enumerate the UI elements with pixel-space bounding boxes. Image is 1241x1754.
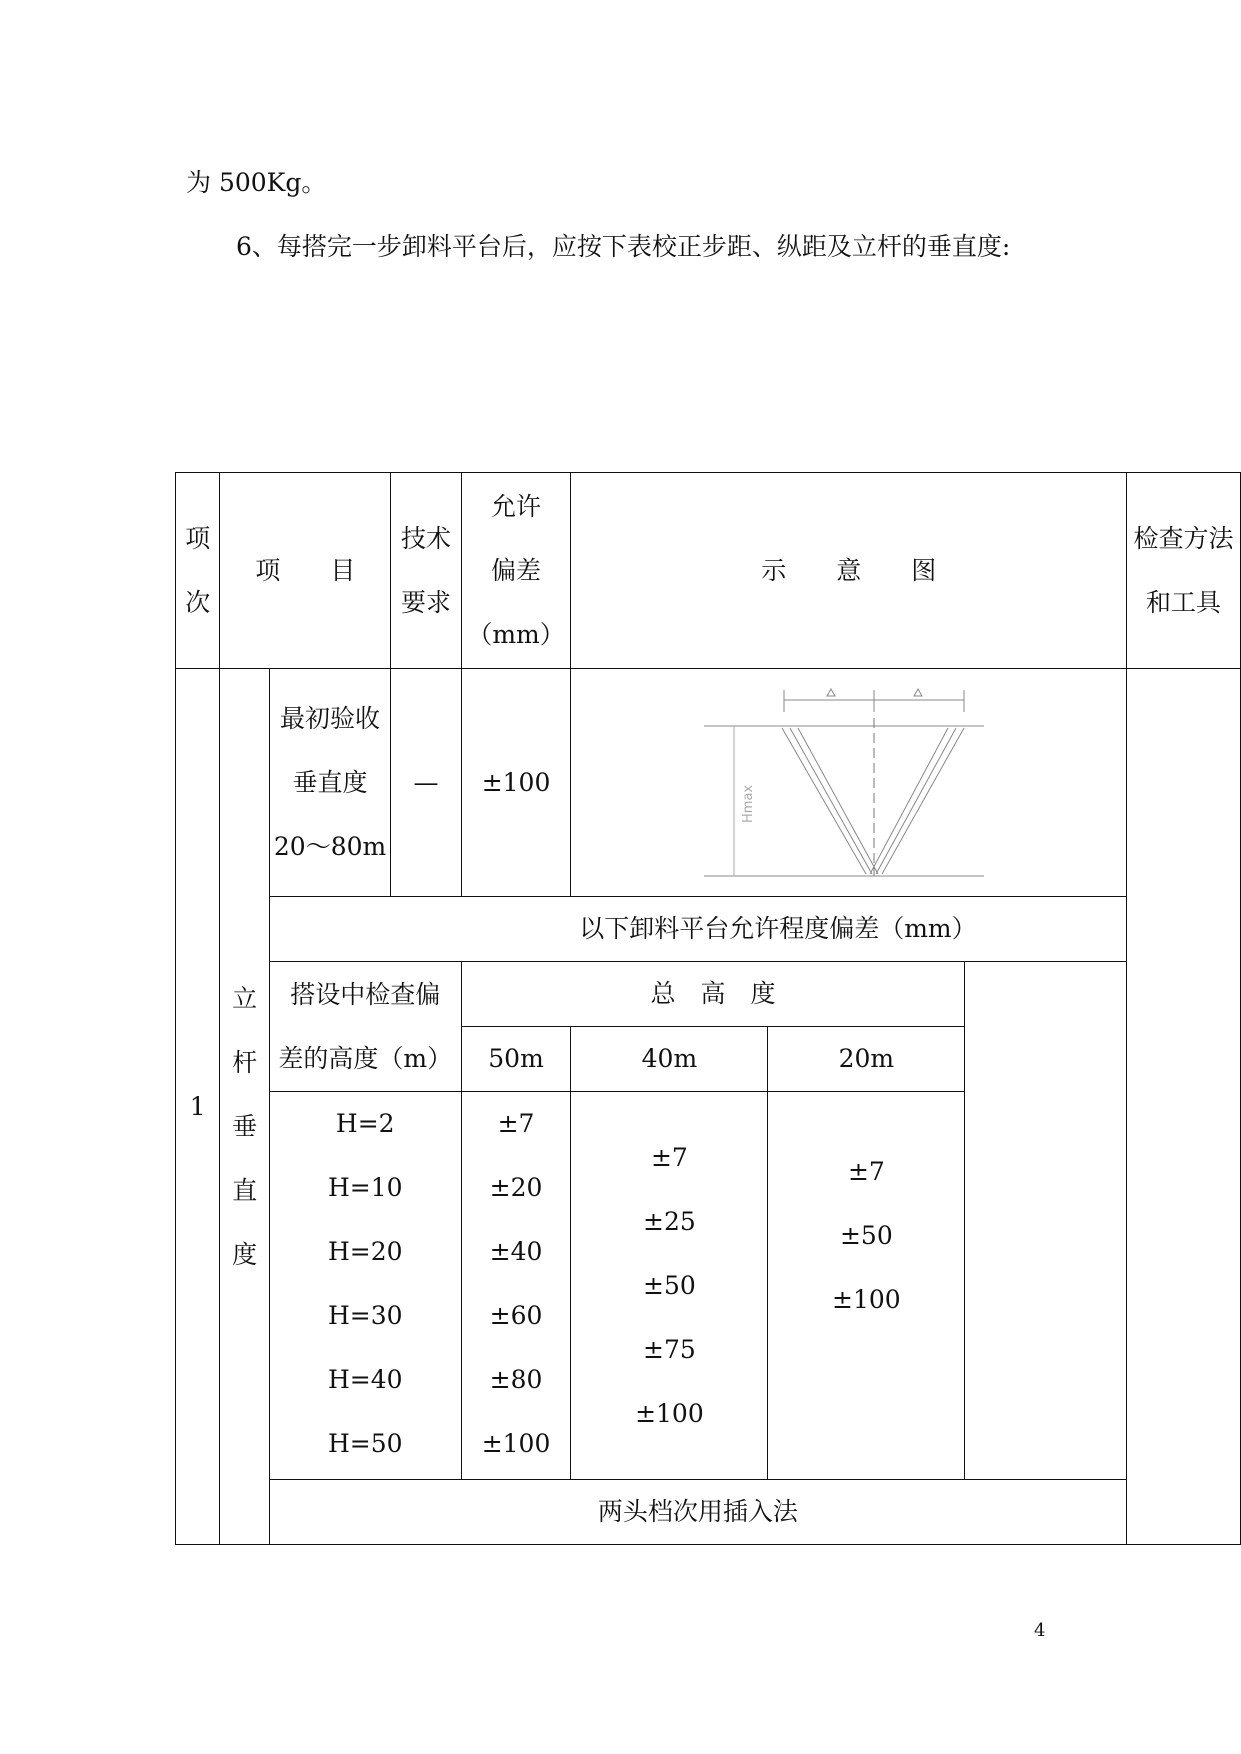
col-20m [768, 1027, 965, 1092]
tolerance-50m: ±20 [489, 1173, 543, 1202]
total-height-text: 总 高 度 [650, 979, 776, 1008]
row-index-value: 1 [189, 1091, 206, 1121]
tolerance-40m: ±100 [635, 1398, 704, 1428]
values-row [176, 1092, 1241, 1480]
tolerance-20m: ±50 [839, 1221, 893, 1250]
tolerance-table [175, 472, 1241, 1545]
initial-allow [461, 669, 571, 897]
col-40m-values [571, 1092, 768, 1480]
height-value: H=30 [327, 1301, 403, 1330]
check-height-label [269, 962, 461, 1092]
col-50m-label: 50m [488, 1044, 544, 1073]
tolerance-40m: ±50 [643, 1270, 696, 1300]
category-char: 度 [232, 1239, 258, 1269]
header-allow-line3: （mm） [467, 619, 565, 649]
page-number: 4 [1034, 1620, 1046, 1641]
total-height-row [176, 962, 1241, 1027]
category-cell [220, 669, 269, 1545]
col-40m [571, 1027, 768, 1092]
heights-cell [269, 1092, 461, 1480]
header-index-line2: 次 [185, 587, 211, 617]
col-40m-label: 40m [641, 1044, 698, 1073]
header-tech-line2: 要求 [400, 587, 451, 617]
initial-name-line3: 20～80m [273, 831, 387, 861]
initial-name-line2: 垂直度 [292, 767, 368, 797]
check-height-line2: 差的高度（m） [278, 1043, 453, 1073]
header-item [220, 473, 391, 669]
subtitle-cell [269, 897, 1126, 962]
header-diagram [571, 473, 1127, 669]
initial-allow-value: ±100 [481, 767, 551, 797]
tolerance-40m: ±7 [650, 1142, 688, 1172]
header-method [1126, 473, 1240, 669]
col-20m-label: 20m [838, 1044, 895, 1073]
header-method-line1: 检查方法 [1133, 523, 1234, 553]
tolerance-40m: ±75 [643, 1334, 696, 1364]
col-20m-values [768, 1092, 965, 1480]
total-height-label [461, 962, 965, 1027]
header-row [176, 473, 1241, 669]
tolerance-50m: ±100 [481, 1429, 551, 1458]
height-value: H=40 [327, 1365, 403, 1394]
height-value: H=2 [335, 1109, 395, 1138]
tolerance-40m: ±25 [643, 1206, 696, 1236]
method-cell [1126, 669, 1240, 1545]
category-char: 直 [232, 1175, 258, 1205]
tolerance-20m: ±100 [832, 1285, 901, 1314]
tolerance-50m: ±40 [489, 1237, 543, 1266]
header-allow-line1: 允许 [491, 491, 542, 521]
col-50m-values [461, 1092, 571, 1480]
height-value: H=10 [327, 1173, 403, 1202]
header-tech [391, 473, 461, 669]
footer-row [176, 1480, 1241, 1545]
header-index [176, 473, 220, 669]
initial-row [176, 669, 1241, 897]
header-method-line2: 和工具 [1145, 587, 1221, 617]
paragraph-instruction: 6、每搭完一步卸料平台后，应按下表校正步距、纵距及立杆的垂直度: [236, 232, 1011, 261]
header-diagram-label: 示 意 图 [761, 555, 937, 585]
tolerance-50m: ±60 [489, 1301, 543, 1330]
subtitle-text: 以下卸料平台允许程度偏差（mm） [579, 914, 977, 943]
initial-tech-value: — [413, 767, 439, 797]
header-item-label: 项 目 [255, 555, 356, 585]
header-allow-line2: 偏差 [491, 555, 542, 585]
header-allow [461, 473, 571, 669]
height-value: H=20 [327, 1237, 403, 1266]
check-height-line1: 搭设中检查偏 [290, 979, 441, 1009]
category-char: 立 [232, 983, 258, 1013]
tolerance-50m: ±80 [489, 1365, 543, 1394]
verticality-diagram [614, 678, 1084, 888]
initial-name-line1: 最初验收 [280, 703, 381, 733]
diagram-cell [571, 669, 1127, 897]
tolerance-50m: ±7 [497, 1109, 535, 1138]
footer-text: 两头档次用插入法 [597, 1497, 798, 1526]
subtitle-row [176, 897, 1241, 962]
category-char: 垂 [232, 1111, 258, 1141]
initial-name [269, 669, 390, 897]
header-tech-line1: 技术 [400, 523, 451, 553]
tolerance-20m: ±7 [847, 1157, 885, 1186]
initial-tech [391, 669, 461, 897]
header-index-line1: 项 [185, 523, 211, 553]
footer-cell [269, 1480, 1126, 1545]
paragraph-load: 为 500Kg。 [186, 168, 327, 197]
col-50m [461, 1027, 571, 1092]
diagram-label-hmax: Hmax [740, 784, 756, 823]
category-char: 杆 [232, 1047, 258, 1077]
height-value: H=50 [327, 1429, 403, 1458]
row-index [176, 669, 220, 1545]
